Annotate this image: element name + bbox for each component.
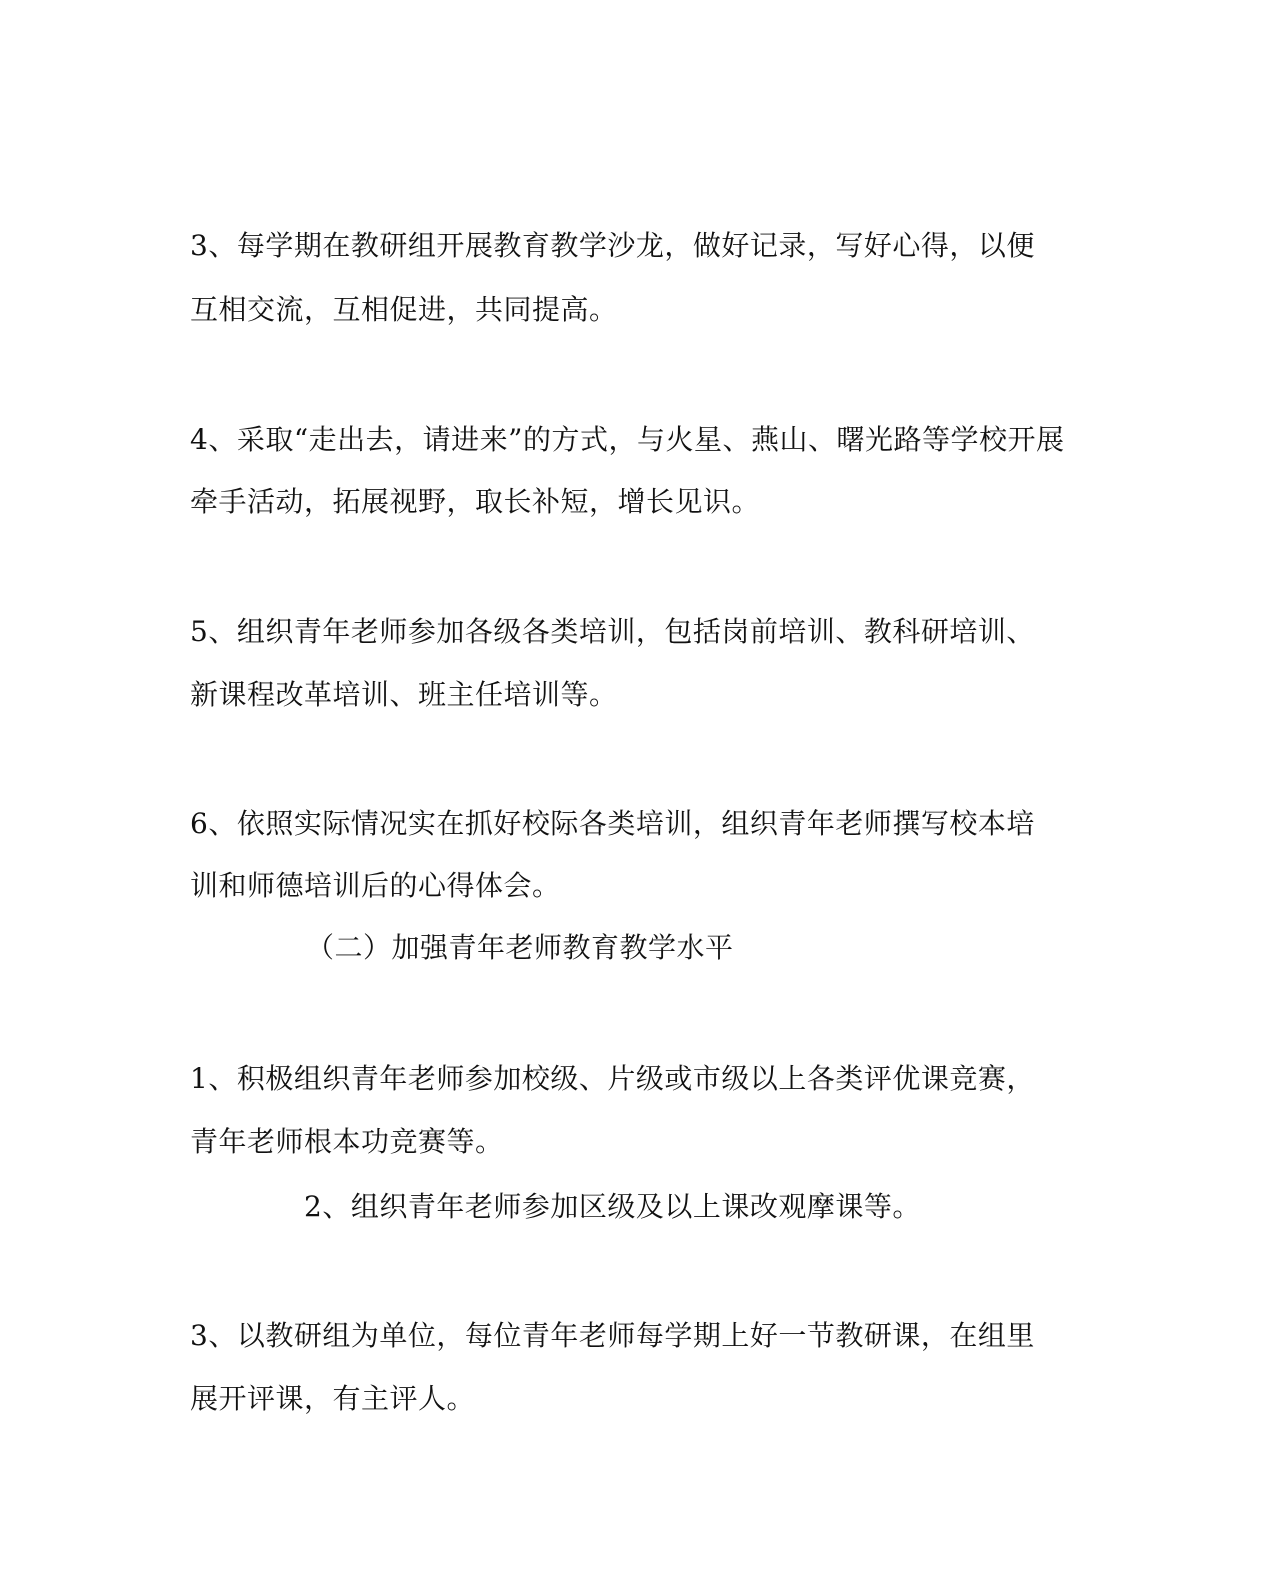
- item-2: 2、组织青年老师参加区级及以上课改观摩课等。: [304, 1190, 921, 1223]
- section-heading: （二）加强青年老师教育教学水平: [306, 931, 734, 964]
- paragraph-4-line-2: 牵手活动，拓展视野，取长补短，增长见识。: [190, 485, 761, 518]
- paragraph-3-line-2: 互相交流，互相促进，共同提高。: [190, 293, 618, 326]
- item-3-line-1: 3、以教研组为单位，每位青年老师每学期上好一节教研课，在组里: [190, 1319, 1035, 1352]
- paragraph-6-line-2: 训和师德培训后的心得体会。: [190, 869, 561, 902]
- item-1-line-1: 1、积极组织青年老师参加校级、片级或市级以上各类评优课竞赛，: [190, 1062, 1035, 1095]
- paragraph-5-line-1: 5、组织青年老师参加各级各类培训，包括岗前培训、教科研培训、: [190, 615, 1035, 648]
- paragraph-3-line-1: 3、每学期在教研组开展教育教学沙龙，做好记录，写好心得，以便: [190, 229, 1035, 262]
- paragraph-4-line-1: 4、采取“走出去，请进来”的方式，与火星、燕山、曙光路等学校开展: [190, 423, 1065, 456]
- paragraph-6-line-1: 6、依照实际情况实在抓好校际各类培训，组织青年老师撰写校本培: [190, 807, 1035, 840]
- item-1-line-2: 青年老师根本功竞赛等。: [190, 1125, 504, 1158]
- item-3-line-2: 展开评课，有主评人。: [190, 1382, 476, 1415]
- paragraph-5-line-2: 新课程改革培训、班主任培训等。: [190, 678, 618, 711]
